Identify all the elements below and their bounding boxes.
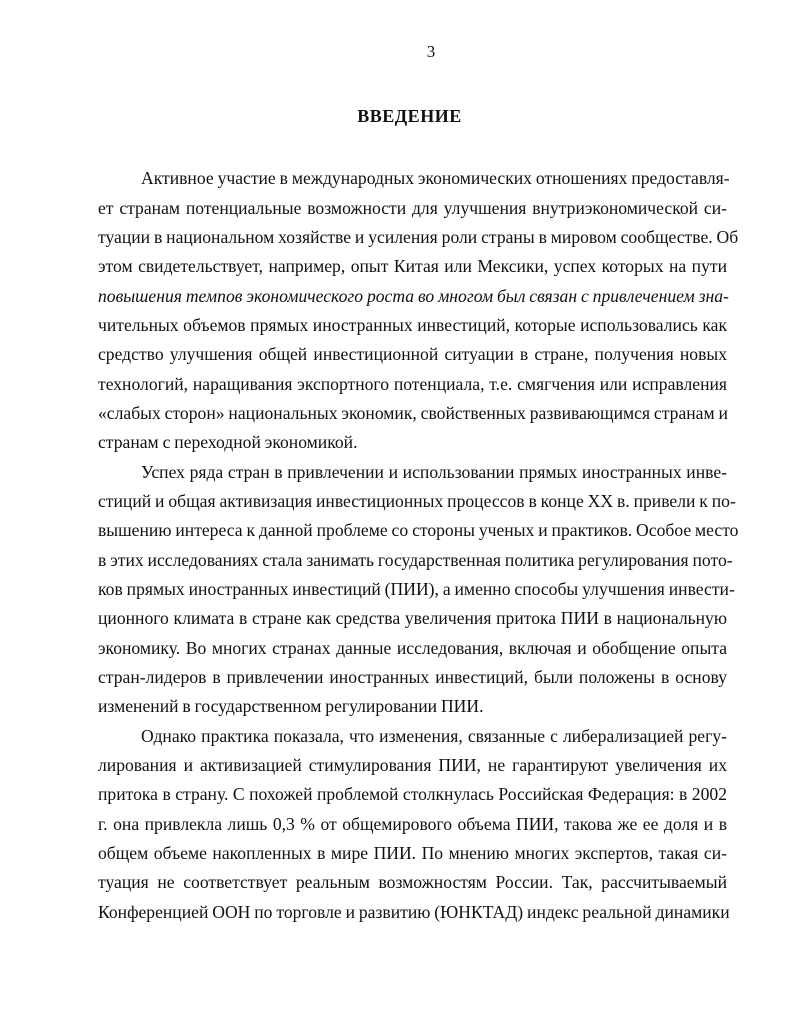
text-line: ков прямых иностранных инвестиций (ПИИ), а именно способы улучшения инвести- bbox=[98, 579, 735, 599]
text-line: Конференцией ООН по торговле и развитию (ЮНКТАД) индекс реальной динамики bbox=[98, 902, 730, 922]
text-line: г. она привлекла лишь 0,3 % от общемирового объема ПИИ, такова же ее доля и в bbox=[98, 814, 727, 834]
text-line: Однако практика показала, что изменения, связанные с либерализацией регу- bbox=[141, 726, 727, 746]
text-line: повышения темпов экономического роста во многом был связан с привлечением зна- bbox=[98, 286, 729, 306]
text-line: стиций и общая активизация инвестиционных процессов в конце XX в. привели к по- bbox=[98, 491, 736, 511]
text-line: Активное участие в международных экономических отношениях предоставля- bbox=[141, 168, 730, 188]
text-line: туация не соответствует реальным возможностям России. Так, рассчитываемый bbox=[98, 872, 727, 892]
text-line: лирования и активизацией стимулирования ПИИ, не гарантируют увеличения их bbox=[98, 755, 727, 775]
text-line: экономику. Во многих странах данные исследования, включая и обобщение опыта bbox=[98, 638, 727, 658]
text-line: в этих исследованиях стала занимать государственная политика регулирования пото- bbox=[98, 550, 733, 570]
text-line: общем объеме накопленных в мире ПИИ. По мнению многих экспертов, такая си- bbox=[98, 843, 727, 863]
text-line: притока в страну. С похожей проблемой столкнулась Российская Федерация: в 2002 bbox=[98, 784, 727, 804]
text-line: чительных объемов прямых иностранных инвестиций, которые использовались как bbox=[98, 315, 727, 335]
text-line: стран-лидеров в привлечении иностранных инвестиций, были положены в основу bbox=[98, 667, 727, 687]
text-line: Успех ряда стран в привлечении и использовании прямых иностранных инве- bbox=[141, 462, 727, 482]
text-line: ционного климата в стране как средства увеличения притока ПИИ в национальную bbox=[98, 608, 727, 628]
text-line: изменений в государственном регулировании ПИИ. bbox=[98, 696, 484, 716]
text-line: ет странам потенциальные возможности для улучшения внутриэкономической си- bbox=[98, 198, 727, 218]
text-line: вышению интереса к данной проблеме со стороны ученых и практиков. Особое место bbox=[98, 520, 739, 540]
page-number: 3 bbox=[426, 42, 436, 61]
text-line: этом свидетельствует, например, опыт Китая или Мексики, успех которых на пути bbox=[98, 256, 727, 276]
text-line: «слабых сторон» национальных экономик, свойственных развивающимся странам и bbox=[98, 403, 728, 423]
text-line: туации в национальном хозяйстве и усиления роли страны в мировом сообществе. Об bbox=[98, 227, 739, 247]
text-line: технологий, наращивания экспортного потенциала, т.е. смягчения или исправления bbox=[98, 374, 727, 394]
text-line: странам с переходной экономикой. bbox=[98, 432, 358, 452]
text-line: средство улучшения общей инвестиционной ситуации в стране, получения новых bbox=[98, 344, 727, 364]
section-heading: ВВЕДЕНИЕ bbox=[357, 106, 462, 126]
